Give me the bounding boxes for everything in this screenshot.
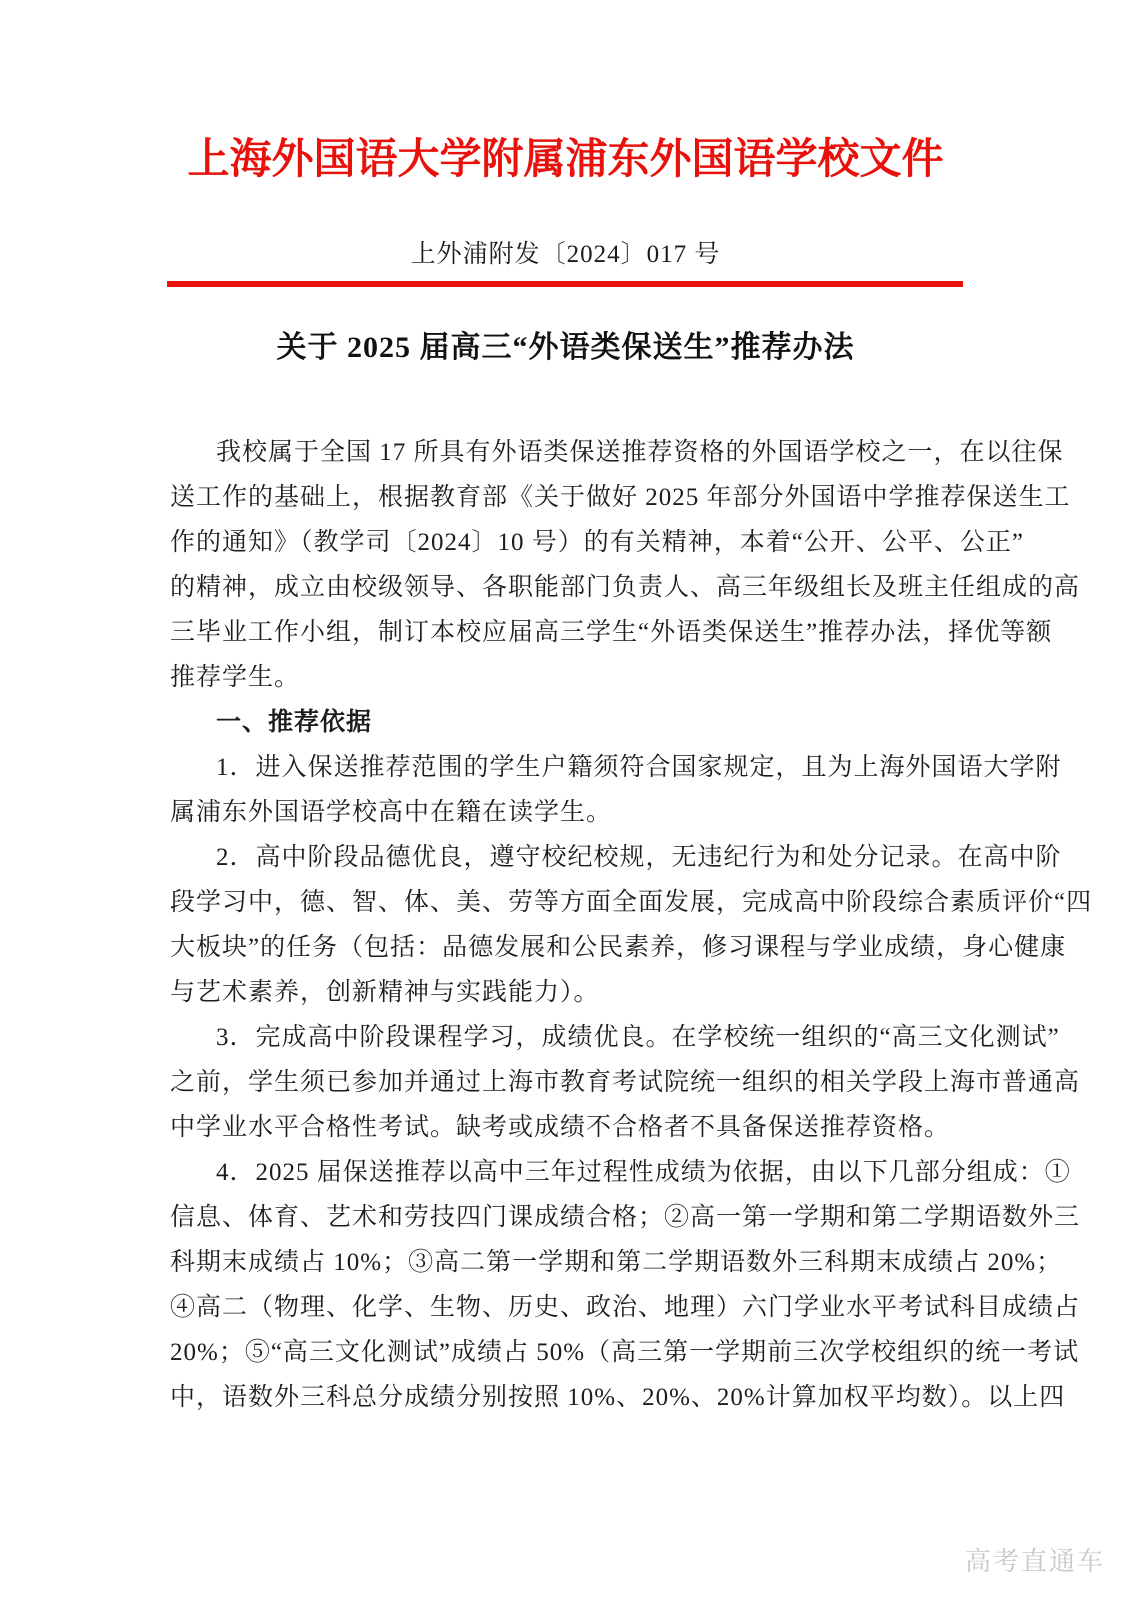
body-line: 20%；⑤“高三文化测试”成绩占 50%（高三第一学期前三次学校组织的统一考试 (170, 1339, 1080, 1366)
body-line: 的精神，成立由校级领导、各职能部门负责人、高三年级组长及班主任组成的高 (170, 574, 1081, 601)
body-line: 中，语数外三科总分成绩分别按照 10%、20%、20%计算加权平均数）。以上四 (170, 1384, 1066, 1411)
body-line: 段学习中，德、智、体、美、劳等方面全面发展，完成高中阶段综合素质评价“四 (170, 889, 1093, 916)
body-line: 中学业水平合格性考试。缺考或成绩不合格者不具备保送推荐资格。 (170, 1114, 951, 1141)
section-heading: 一、推荐依据 (216, 709, 373, 736)
body-line: 2．高中阶段品德优良，遵守校纪校规，无违纪行为和处分记录。在高中阶 (216, 844, 1062, 871)
document-number: 上外浦附发〔2024〕017 号 (410, 241, 721, 268)
body-line: 信息、体育、艺术和劳技四门课成绩合格；②高一第一学期和第二学期语数外三 (170, 1204, 1081, 1231)
body-line: 4．2025 届保送推荐以高中三年过程性成绩为依据，由以下几部分组成：① (216, 1159, 1071, 1186)
body-line: 与艺术素养，创新精神与实践能力）。 (170, 979, 600, 1006)
red-rule-divider (167, 281, 963, 287)
body-line: ④高二（物理、化学、生物、历史、政治、地理）六门学业水平考试科目成绩占 (170, 1294, 1081, 1321)
letterhead-title: 上海外国语大学附属浦东外国语学校文件 (187, 137, 944, 183)
body-line: 3．完成高中阶段课程学习，成绩优良。在学校统一组织的“高三文化测试” (216, 1024, 1060, 1051)
body-line: 科期末成绩占 10%；③高二第一学期和第二学期语数外三科期末成绩占 20%； (170, 1249, 1063, 1276)
body-line: 三毕业工作小组，制订本校应届高三学生“外语类保送生”推荐办法，择优等额 (170, 619, 1053, 646)
body-line: 1．进入保送推荐范围的学生户籍须符合国家规定，且为上海外国语大学附 (216, 754, 1062, 781)
watermark: 高考直通车 (964, 1547, 1105, 1576)
body-line: 之前，学生须已参加并通过上海市教育考试院统一组织的相关学段上海市普通高 (170, 1069, 1081, 1096)
document-body (170, 430, 1093, 1420)
body-line: 大板块”的任务（包括：品德发展和公民素养，修习课程与学业成绩，身心健康 (170, 934, 1067, 961)
body-line: 属浦东外国语学校高中在籍在读学生。 (170, 799, 613, 826)
body-line: 送工作的基础上，根据教育部《关于做好 2025 年部分外国语中学推荐保送生工 (170, 484, 1071, 511)
body-line: 我校属于全国 17 所具有外语类保送推荐资格的外国语学校之一，在以往保 (216, 439, 1064, 466)
body-line: 作的通知》（教学司〔2024〕10 号）的有关精神，本着“公开、公平、公正” (170, 529, 1024, 556)
page-title: 关于 2025 届高三“外语类保送生”推荐办法 (276, 331, 855, 364)
body-line: 推荐学生。 (170, 664, 301, 691)
